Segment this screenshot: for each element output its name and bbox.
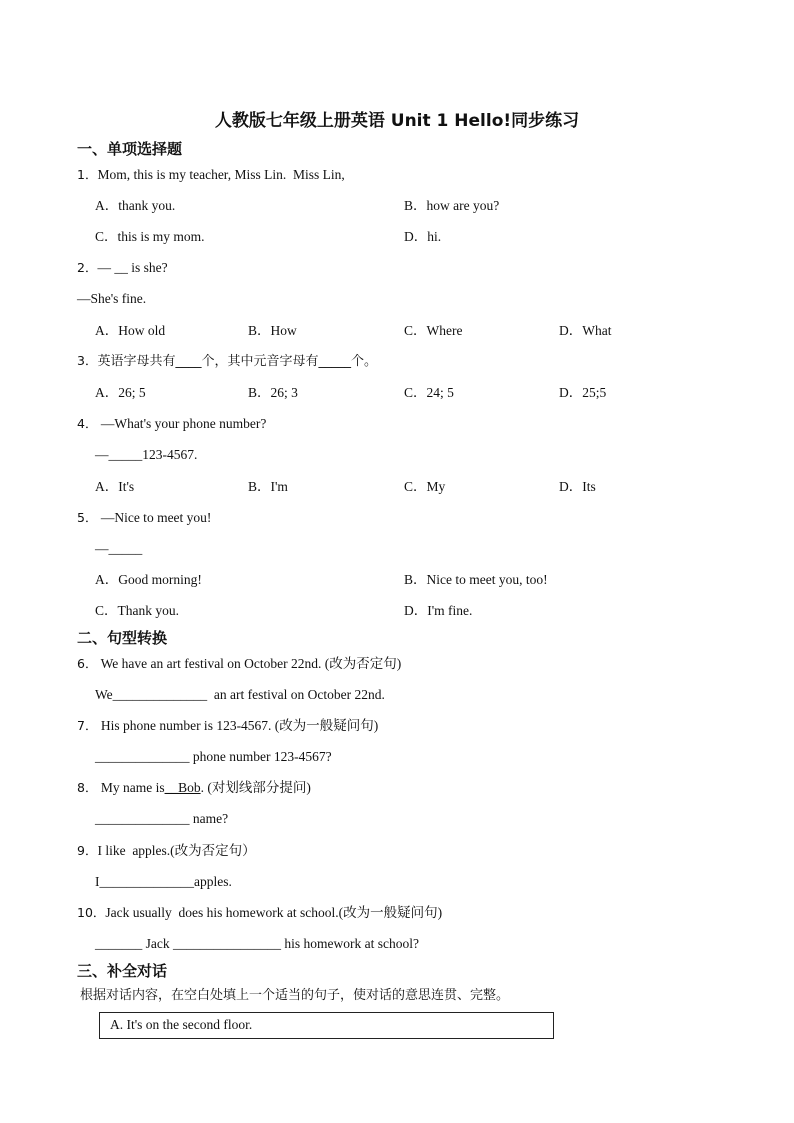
question-number: 1． [77,167,98,182]
section-heading-2: 二、句型转换 [77,629,168,647]
q1-option-d: D．hi. [404,229,442,244]
q3-option-c: C．24; 5 [404,385,454,400]
question-text-pre: My name is [97,780,165,795]
underlined-word: __Bob [164,780,201,795]
question-text: 英语字母共有____个，其中元音字母有_____个。 [97,354,377,369]
question-7 [77,717,378,735]
q1-option-b: B．how are you? [404,198,500,213]
section-instruction: 根据对话内容，在空白处填上一个适当的句子，使对话的意思连贯、完整。 [80,988,510,1003]
section-heading-1: 一、单项选择题 [77,140,183,158]
question-number: 9． [77,843,98,858]
question-number: 4． [77,416,98,431]
question-text: His phone number is 123-4567. (改为一般疑问句) [97,718,379,733]
question-text: —What's your phone number? [97,416,267,431]
question-5-line2: —_____ [95,541,143,556]
question-number: 2． [77,260,98,275]
question-number: 5． [77,510,98,525]
question-text: Mom, this is my teacher, Miss Lin. Miss Lin, [97,167,345,182]
answer-options-box [99,1012,554,1039]
q5-option-a: A．Good morning! [95,572,202,587]
q4-option-c: C．My [404,479,446,494]
question-number: 7． [77,718,98,733]
question-text: — __ is she? [97,260,168,275]
question-4 [77,415,266,433]
question-text: —Nice to meet you! [97,510,212,525]
question-10 [77,904,442,922]
box-option-a: A. It's on the second floor. [110,1017,253,1032]
q1-option-c: C．this is my mom. [95,229,205,244]
question-4-line2: —_____123-4567. [95,447,198,462]
question-number: 6． [77,656,98,671]
q3-option-b: B．26; 3 [248,385,298,400]
question-text: We have an art festival on October 22nd. (改为否定句) [97,656,402,671]
question-7-answer: ______________ phone number 123-4567? [95,749,332,764]
q2-option-b: B．How [248,323,297,338]
question-8-answer: ______________ name? [95,811,229,826]
q2-option-c: C．Where [404,323,463,338]
q1-option-a: A．thank you. [95,198,176,213]
question-8 [77,779,311,797]
question-5 [77,509,211,527]
q3-option-a: A．26; 5 [95,385,146,400]
question-number: 10． [77,905,106,920]
question-9 [77,842,256,860]
question-2-line2: —She's fine. [77,291,147,306]
question-6-answer: We______________ an art festival on October 22nd. [95,687,385,702]
q3-option-d: D．25;5 [559,385,607,400]
question-9-answer: I______________apples. [95,874,232,889]
q2-option-a: A．How old [95,323,166,338]
q4-option-d: D．Its [559,479,596,494]
question-3 [77,352,377,371]
question-number: 8． [77,780,98,795]
question-2 [77,259,168,277]
question-text: Jack usually does his homework at school.(改为一般疑问句) [105,905,443,920]
question-1 [77,166,345,184]
question-number: 3． [77,353,98,368]
section-heading-3: 三、补全对话 [77,962,168,980]
question-text: I like apples.(改为否定句） [97,843,256,858]
question-6 [77,655,401,673]
question-10-answer: _______ Jack ________________ his homework at school? [95,936,419,951]
q4-option-a: A．It's [95,479,135,494]
q5-option-c: C．Thank you. [95,603,179,618]
q4-option-b: B．I'm [248,479,288,494]
q5-option-d: D．I'm fine. [404,603,473,618]
q5-option-b: B．Nice to meet you, too! [404,572,548,587]
page-title: 人教版七年级上册英语 Unit 1 Hello!同步练习 [214,111,580,131]
q2-option-d: D．What [559,323,612,338]
question-text-post: . (对划线部分提问) [200,780,311,795]
